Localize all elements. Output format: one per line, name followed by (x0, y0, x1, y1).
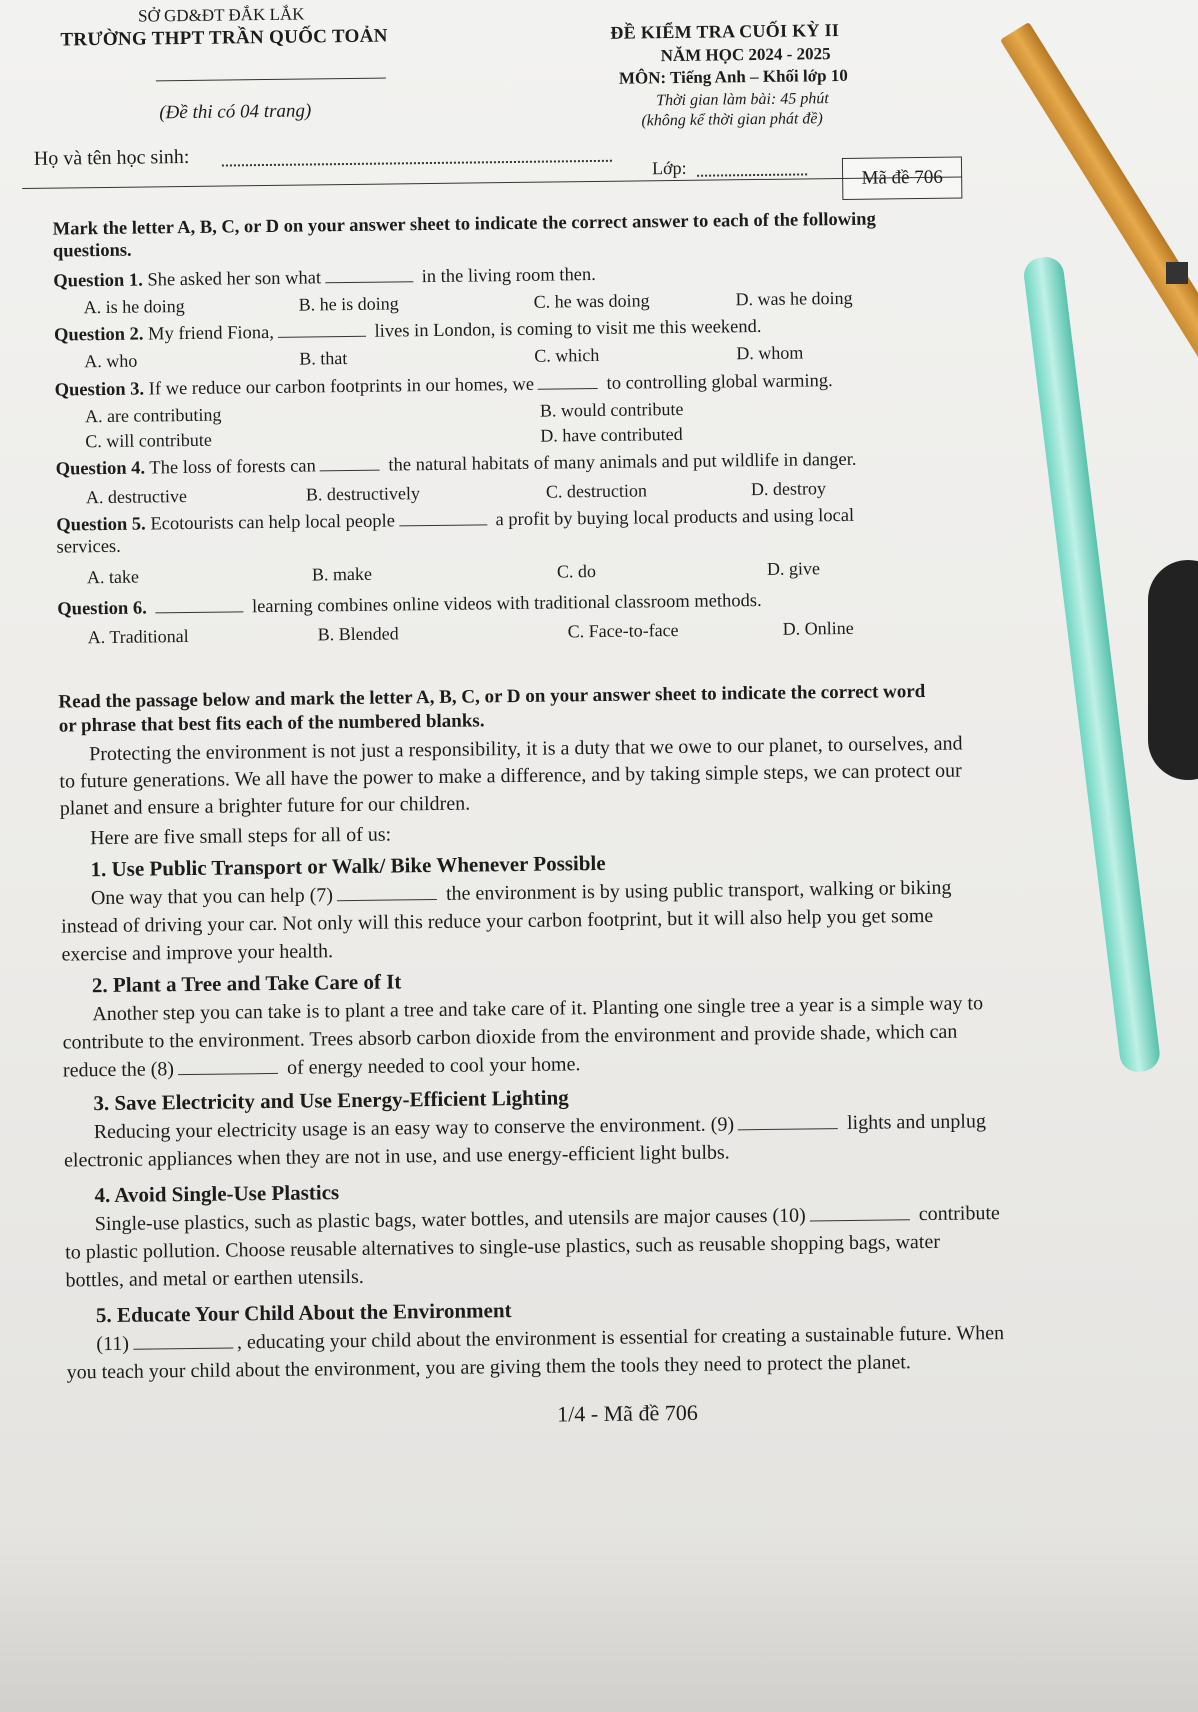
question-label: Question 1. (53, 270, 143, 292)
step-3-heading: 3. Save Electricity and Use Energy-Efficient Lighting (93, 1085, 569, 1116)
step-4-line1: Single-use plastics, such as plastic bags, water bottles, and utensils are major causes (10) contribute (94, 1202, 1000, 1236)
page-footer: 1/4 - Mã đề 706 (557, 1399, 698, 1427)
step-1-line3: exercise and improve your health. (61, 940, 334, 966)
question-stem: My friend Fiona, (147, 322, 275, 345)
school-name: TRƯỜNG THPT TRẦN QUỐC TOẢN (60, 25, 388, 51)
step-3-line1: Reducing your electricity usage is an easy way to conserve the environment. (9) lights and unplug (93, 1110, 987, 1144)
pages-note: (Đề thi có 04 trang) (159, 100, 312, 124)
class-label: Lớp: (651, 157, 687, 179)
question-5 (56, 506, 854, 537)
subject: MÔN: Tiếng Anh – Khối lớp 10 (618, 65, 848, 88)
shadow (0, 1540, 1198, 1712)
question-label: Question 6. (57, 598, 147, 620)
question-stem-end: lives in London, is coming to visit me this weekend. (374, 316, 762, 342)
q6-option-b: B. Blended (317, 623, 399, 645)
q5-option-b: B. make (311, 563, 373, 585)
dark-object-image (1148, 560, 1198, 780)
q1-option-d: D. was he doing (735, 287, 853, 310)
q2-option-a: A. who (84, 350, 138, 372)
step-1-text: One way that you can help (7) the environment is by using public transport, walking or biking (90, 876, 952, 910)
step-5-line1: (11) , educating your child about the environment is essential for creating a sustainable future. When (96, 1322, 1005, 1356)
q2-option-b: B. that (299, 348, 348, 369)
question-label: Question 3. (54, 379, 145, 401)
step-3-line2: electronic appliances when they are not in use, and use energy-efficient light bulbs. (63, 1141, 730, 1172)
q4-option-b: B. destructively (305, 483, 421, 505)
step-5-heading: 5. Educate Your Child About the Environment (95, 1298, 512, 1328)
duration-note: (không kể thời gian phát đề) (641, 110, 823, 130)
question-label: Question 4. (55, 458, 146, 480)
info-divider (22, 177, 962, 189)
question-4 (56, 450, 857, 481)
exam-page-content (20, 0, 1100, 1427)
section2-instruction-line1: Read the passage below and mark the letter A, B, C, or D on your answer sheet to indicate the correct word (58, 680, 926, 713)
header-divider (156, 78, 386, 82)
q4-option-a: A. destructive (85, 485, 188, 508)
exam-title: ĐỀ KIỂM TRA CUỐI KỲ II (610, 19, 840, 43)
student-name-field (222, 149, 612, 172)
step-4-heading: 4. Avoid Single-Use Plastics (94, 1180, 340, 1208)
q2-option-d: D. whom (736, 342, 804, 364)
q6-option-c: C. Face-to-face (567, 620, 679, 642)
question-5-line2: services. (56, 536, 121, 558)
school-year: NĂM HỌC 2024 - 2025 (660, 44, 831, 66)
q4-option-c: C. destruction (545, 480, 648, 502)
section1-instruction-line2: questions. (52, 240, 132, 262)
step-4-line2: to plastic pollution. Choose reusable alternatives to single-use plastics, such as reusable shopping bags, water (65, 1230, 941, 1264)
question-stem: If we reduce our carbon footprints in our homes, we (148, 374, 535, 400)
question-stem-end: in the living room then. (421, 264, 596, 288)
question-stem: The loss of forests can (149, 456, 316, 479)
step-4-line3: bottles, and metal or earthen utensils. (65, 1265, 364, 1292)
step-2-line3: reduce the (8) of energy needed to cool your home. (62, 1053, 581, 1082)
passage-intro-line2: to future generations. We all have the power to make a difference, and by taking simple steps, we can protect our (59, 759, 962, 793)
q5-option-a: A. take (86, 566, 140, 588)
q5-option-c: C. do (556, 561, 597, 582)
q1-option-c: C. he was doing (533, 290, 650, 312)
q3-option-b: B. would contribute (539, 398, 684, 421)
question-stem-end: the natural habitats of many animals and put wildlife in danger. (388, 449, 857, 476)
q4-option-d: D. destroy (750, 478, 827, 500)
duration: Thời gian làm bài: 45 phút (656, 90, 829, 110)
question-2 (54, 317, 762, 347)
q1-option-b: B. he is doing (298, 293, 399, 315)
q6-option-d: D. Online (782, 617, 854, 639)
q5-option-d: D. give (766, 558, 821, 579)
q3-option-c: C. will contribute (85, 429, 212, 452)
q3-option-a: A. are contributing (84, 404, 222, 427)
q1-option-a: A. is he doing (83, 296, 185, 318)
question-stem: Ecotourists can help local people (150, 511, 396, 535)
step-1-line2: instead of driving your car. Not only will this reduce your carbon footprint, but it will also help you get some (61, 904, 934, 938)
dept-name: SỞ GD&ĐT ĐẮK LẮK (137, 4, 305, 26)
section2-instruction-line2: or phrase that best fits each of the numbered blanks. (58, 710, 485, 737)
step-2-line1: Another step you can take is to plant a tree and take care of it. Planting one single tree a year is a simple way to (92, 992, 984, 1026)
pen-image (1022, 255, 1162, 1074)
question-stem: She asked her son what (147, 268, 322, 291)
passage-intro-line3: planet and ensure a brighter future for our children. (59, 792, 471, 820)
step-2-heading: 2. Plant a Tree and Take Care of It (91, 969, 402, 998)
step-1-heading: 1. Use Public Transport or Walk/ Bike Whenever Possible (90, 850, 606, 882)
question-label: Question 2. (53, 324, 144, 346)
question-stem-end: learning combines online videos with traditional classroom methods. (251, 590, 762, 618)
q3-option-d: D. have contributed (540, 423, 683, 446)
passage-intro-line4: Here are five small steps for all of us: (90, 823, 392, 850)
dark-square-image (1166, 262, 1188, 284)
step-5-line2: you teach your child about the environment, you are giving them the tools they need to protect the planet. (66, 1351, 911, 1384)
passage-intro-line1: Protecting the environment is not just a responsibility, it is a duty that we owe to our planet, to ourselves, and (88, 732, 963, 766)
section1-instruction-line1: Mark the letter A, B, C, or D on your answer sheet to indicate the correct answer to each of the following (52, 209, 876, 240)
question-stem-end: to controlling global warming. (606, 371, 833, 394)
student-name-label: Họ và tên học sinh: (33, 145, 190, 170)
question-label: Question 5. (56, 514, 146, 536)
question-3 (55, 371, 833, 402)
question-stem-end: a profit by buying local products and using local (495, 505, 855, 531)
exam-code-box: Mã đề 706 (842, 157, 963, 200)
question-1 (53, 265, 596, 293)
q2-option-c: C. which (534, 344, 600, 366)
question-6 (57, 591, 762, 621)
q6-option-a: A. Traditional (87, 625, 189, 648)
step-2-line2: contribute to the environment. Trees absorb carbon dioxide from the environment and provide shade, which can (62, 1020, 958, 1054)
